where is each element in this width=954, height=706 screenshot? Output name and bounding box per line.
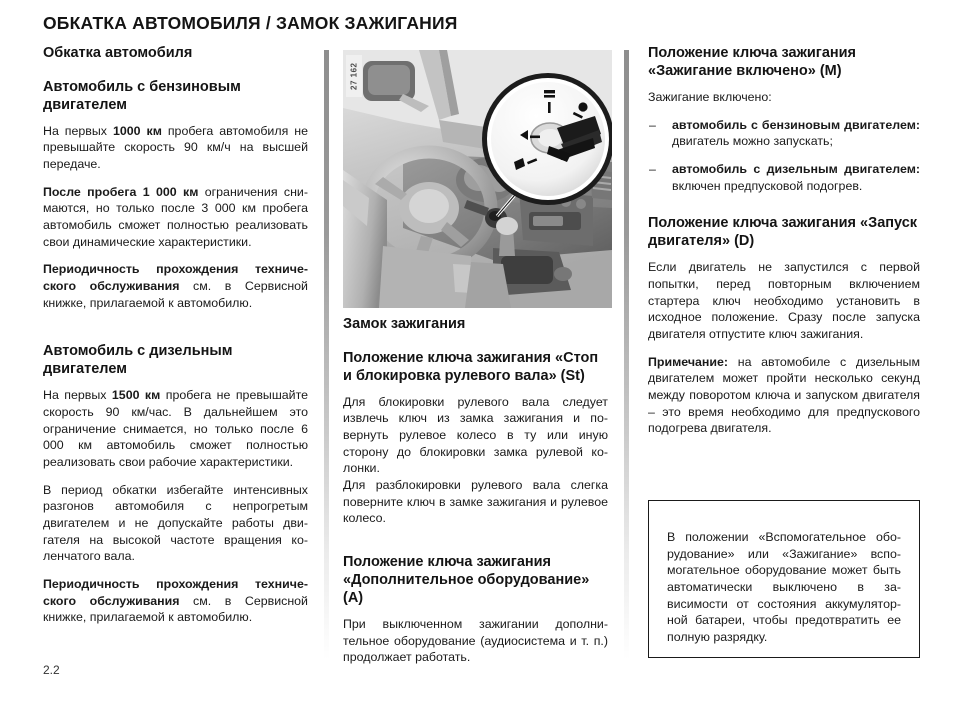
bullet-1-rest: двигатель можно запускать; bbox=[672, 134, 833, 149]
diesel-p3-post: см. в Сервисной книжке, прилагаемой к автомобилю. bbox=[43, 593, 308, 625]
list-item bbox=[648, 161, 920, 194]
heading-petrol-engine: Автомобиль с бензиновым двигателем bbox=[43, 78, 241, 113]
spacer-before-diesel bbox=[43, 322, 308, 343]
note-box bbox=[648, 500, 920, 658]
diesel-p1-pre: На первых bbox=[43, 388, 112, 403]
petrol-p1-pre: На первых bbox=[43, 123, 113, 138]
ignition-illustration bbox=[343, 50, 612, 308]
engine-start-note-bold: Примечание: bbox=[648, 354, 729, 369]
heading-key-position-d: Положение ключа зажигания «Запуск двигателя» (D) bbox=[648, 215, 918, 250]
note-box-inner bbox=[649, 501, 919, 646]
heading-key-position-m: Положение ключа зажигания «Зажигание включено» (M) bbox=[648, 45, 857, 79]
petrol-paragraph-1 bbox=[43, 123, 308, 173]
column-separator-right bbox=[624, 50, 629, 660]
note-box-text: В положении «Вспомогательное оборудование» или «Зажигание» вспомогательное оборудование может быть автоматически выключено в зависимости от состояния аккумуляторной батареи, чтобы предотвратить ее полную разрядку. bbox=[667, 530, 901, 645]
engine-start-paragraph-1: Если двигатель не запустился с первой попытки, перед повторным включением стартера ключ необходимо установить в исходное положение. Сразу после запуска двигателя отпустите ключ зажигания. bbox=[648, 260, 920, 341]
diesel-p1-post: пробега не превышайте скорость 90 км/час. В дальнейшем это ограничение снимается, но только после 6 000 км автомобиль сможет полностью реализовать свои рабочие характеристики. bbox=[43, 388, 309, 469]
diesel-p3-bold: Периодичность прохождения технического обслуживания bbox=[43, 577, 308, 608]
accessory-paragraph-1: При выключенном зажигании дополнительное оборудование (аудиосистема и т. п.) продолжает работать. bbox=[343, 616, 608, 665]
figure-reference-code: 27 162 bbox=[346, 55, 362, 97]
bullet-2-rest: включен предпусковой подогрев. bbox=[672, 178, 863, 193]
diesel-paragraph-1 bbox=[43, 387, 308, 470]
petrol-p1-bold: 1000 км bbox=[112, 123, 162, 138]
petrol-p1-post: пробега автомобиля не превышайте скорость 90 км/ч на высшей передаче. bbox=[43, 123, 308, 171]
diesel-p1-bold: 1500 км bbox=[111, 388, 161, 403]
diesel-paragraph-3 bbox=[43, 576, 308, 626]
petrol-p3-post: см. в Сервисной книжке, прилагаемой к автомобилю. bbox=[43, 279, 308, 310]
bullet-2-bold: автомобиль с дизельным двигателем: bbox=[672, 161, 920, 176]
heading-key-position-st: Положение ключа зажигания «Стоп и блокировка рулевого вала» (St) bbox=[343, 349, 599, 384]
dash-bullet-icon: – bbox=[649, 117, 656, 132]
st-paragraph-2: Для разблокировки рулевого вала слегка поверните ключ в замке зажигания и рулевое колесо. bbox=[343, 477, 608, 526]
page-title: ОБКАТКА АВТОМОБИЛЯ / ЗАМОК ЗАЖИГАНИЯ bbox=[43, 13, 458, 33]
column-separator-left bbox=[324, 50, 329, 660]
engine-start-note-rest: на автомобиле с дизельным двигателем может пройти несколько секунд между поворотом ключа и запуском двигателя – это время необходимо для предпускового подогрева двигателя. bbox=[648, 354, 920, 436]
ignition-on-intro: Зажигание включено: bbox=[648, 89, 772, 104]
section-title-break-in: Обкатка автомобиля bbox=[43, 45, 193, 61]
petrol-p2-post: ограничения снимаются, но только после 3 000 км пробега автомобиль сможет полностью реализовать свои динамические характеристики. bbox=[43, 184, 308, 249]
car-interior-figure-svg bbox=[343, 50, 612, 308]
heading-diesel-engine: Автомобиль с дизельным двигателем bbox=[43, 343, 233, 378]
petrol-p2-bold: После пробега 1 000 км bbox=[43, 184, 199, 199]
left-column bbox=[43, 45, 308, 626]
section-title-ignition-lock: Замок зажигания bbox=[343, 316, 466, 332]
diesel-paragraph-2: В период обкатки избегайте интенсивных разгонов автомобиля с непрогретым двигателем и не допускайте работы двигателя на высокой частоте вращения коленчатого вала. bbox=[43, 482, 308, 564]
spacer-before-accessory bbox=[343, 538, 608, 554]
middle-column bbox=[343, 316, 608, 666]
ignition-on-bullet-list bbox=[648, 117, 920, 195]
bullet-1-bold: автомобиль с бензиновым двигателем: bbox=[672, 117, 920, 132]
st-paragraph-1: Для блокировки рулевого вала следует извлечь ключ из замка зажигания и повернуть рулевое колесо в ту или иную сторону до блокировки замка рулевой колонки. bbox=[343, 394, 608, 476]
heading-key-position-a: Положение ключа зажигания «Дополнительное оборудование» (A) bbox=[343, 554, 590, 606]
petrol-paragraph-3 bbox=[43, 261, 308, 311]
engine-start-note bbox=[648, 354, 920, 437]
petrol-p3-bold: Периодичность прохождения технического обслуживания bbox=[43, 262, 308, 293]
spacer-before-engine-start bbox=[648, 194, 920, 215]
petrol-paragraph-2 bbox=[43, 184, 308, 251]
page-number: 2.2 bbox=[43, 663, 60, 677]
list-item bbox=[648, 117, 920, 150]
right-column bbox=[648, 45, 920, 437]
dash-bullet-icon: – bbox=[649, 161, 656, 176]
